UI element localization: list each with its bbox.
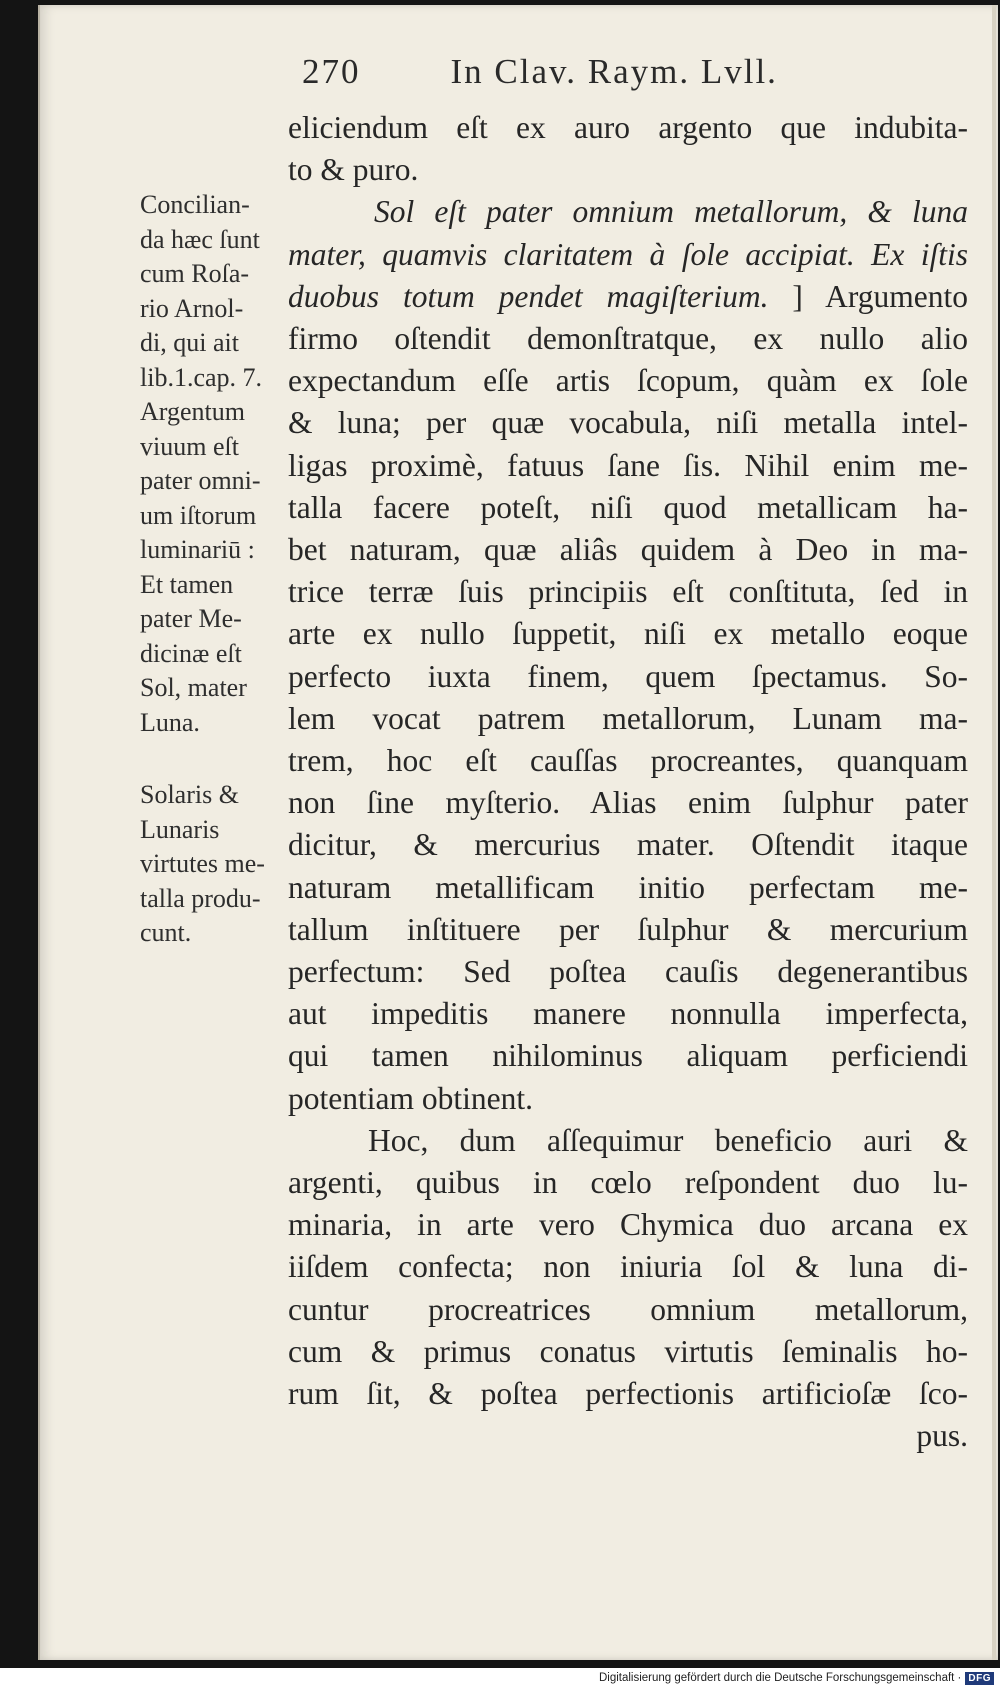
marginal-note: Solaris & Lunaris virtutes me- talla produ- cunt. xyxy=(140,780,265,947)
catchword: pus. xyxy=(916,1418,968,1454)
text-line: talla facere poteſt, niſi quod metallicam ha- xyxy=(288,489,968,525)
marginal-notes xyxy=(140,188,292,951)
dfg-logo: DFG xyxy=(965,1672,994,1685)
text-line: rum ſit, & poſtea perfectionis artificioſæ ſco- xyxy=(288,1376,968,1412)
quoted-text: duobus totum pendet magiſterium. xyxy=(288,278,793,314)
text-line: dicitur, & mercurius mater. Oſtendit itaque xyxy=(288,827,968,863)
page-edge xyxy=(992,5,996,1660)
text-line: Hoc, dum aſſequimur beneficio auri & xyxy=(368,1122,968,1158)
text-line: expectandum eſſe artis ſcopum, quàm ex ſole xyxy=(288,363,968,399)
text-line: to & puro. xyxy=(288,152,419,188)
text-line: argenti, quibus in cœlo reſpondent duo lu- xyxy=(288,1165,968,1201)
text-line: trice terræ ſuis principiis eſt conſtituta, ſed in xyxy=(288,574,968,610)
text-line: minaria, in arte vero Chymica duo arcana ex xyxy=(288,1207,968,1243)
text-line: cum & primus conatus virtutis ſeminalis ho- xyxy=(288,1333,968,1369)
text-line: tallum inſtituere per ſulphur & mercurium xyxy=(288,911,968,947)
running-title: In Clav. Raym. Lvll. xyxy=(450,52,778,91)
text-line: eliciendum eſt ex auro argento que indubita- xyxy=(288,110,968,145)
text-line: bet naturam, quæ aliâs quidem à Deo in ma- xyxy=(288,532,968,568)
text-line: arte ex nullo ſuppetit, niſi ex metallo eoque xyxy=(288,616,968,652)
text-line: ligas proximè, fatuus ſane ſis. Nihil enim me- xyxy=(288,447,968,483)
credit-text: Digitalisierung gefördert durch die Deutsche Forschungsgemeinschaft · xyxy=(598,1672,962,1684)
text-line: perfecto iuxta finem, quem ſpectamus. So- xyxy=(288,658,968,694)
text-line: trem, hoc eſt cauſſas procreantes, quanquam xyxy=(288,743,968,779)
text-line: non ſine myſterio. Alias enim ſulphur pater xyxy=(288,785,968,821)
text-line: aut impeditis manere nonnulla imperfecta, xyxy=(288,996,968,1032)
text-line: naturam metallificam initio perfectam me- xyxy=(288,869,968,905)
text-line: iiſdem confecta; non iniuria ſol & luna di- xyxy=(288,1249,968,1285)
digitization-credit xyxy=(0,1672,994,1685)
marginal-note: Concilian- da hæc ſunt cum Roſa- rio Arnol- di, qui ait lib.1.cap. 7. Argentum viuum eſt pater omni- um iſtorum luminariū : Et tamen pater Me- dicinæ eſt Sol, mater Luna. xyxy=(140,190,263,737)
text-line: & luna; per quæ vocabula, niſi metalla intel- xyxy=(288,405,968,441)
text-line: firmo oſtendit demonſtratque, ex nullo alio xyxy=(288,321,968,357)
text-line: cuntur procreatrices omnium metallorum, xyxy=(288,1291,968,1327)
text-line: Sol eſt pater omnium metallorum, & luna xyxy=(374,194,968,230)
text-line: qui tamen nihilominus aliquam perficiendi xyxy=(288,1038,968,1074)
text-line: lem vocat patrem metallorum, Lunam ma- xyxy=(288,700,968,736)
text-line: mater, quamvis claritatem à ſole accipiat. Ex iſtis xyxy=(288,236,968,272)
running-header xyxy=(302,52,778,92)
text-line: potentiam obtinent. xyxy=(288,1080,533,1116)
text-line: perfectum: Sed poſtea cauſis degenerantibus xyxy=(288,954,968,990)
main-text xyxy=(288,107,968,1458)
text-line: duobus totum pendet magiſterium. ] Argumento xyxy=(288,278,969,314)
page-number: 270 xyxy=(302,52,361,91)
